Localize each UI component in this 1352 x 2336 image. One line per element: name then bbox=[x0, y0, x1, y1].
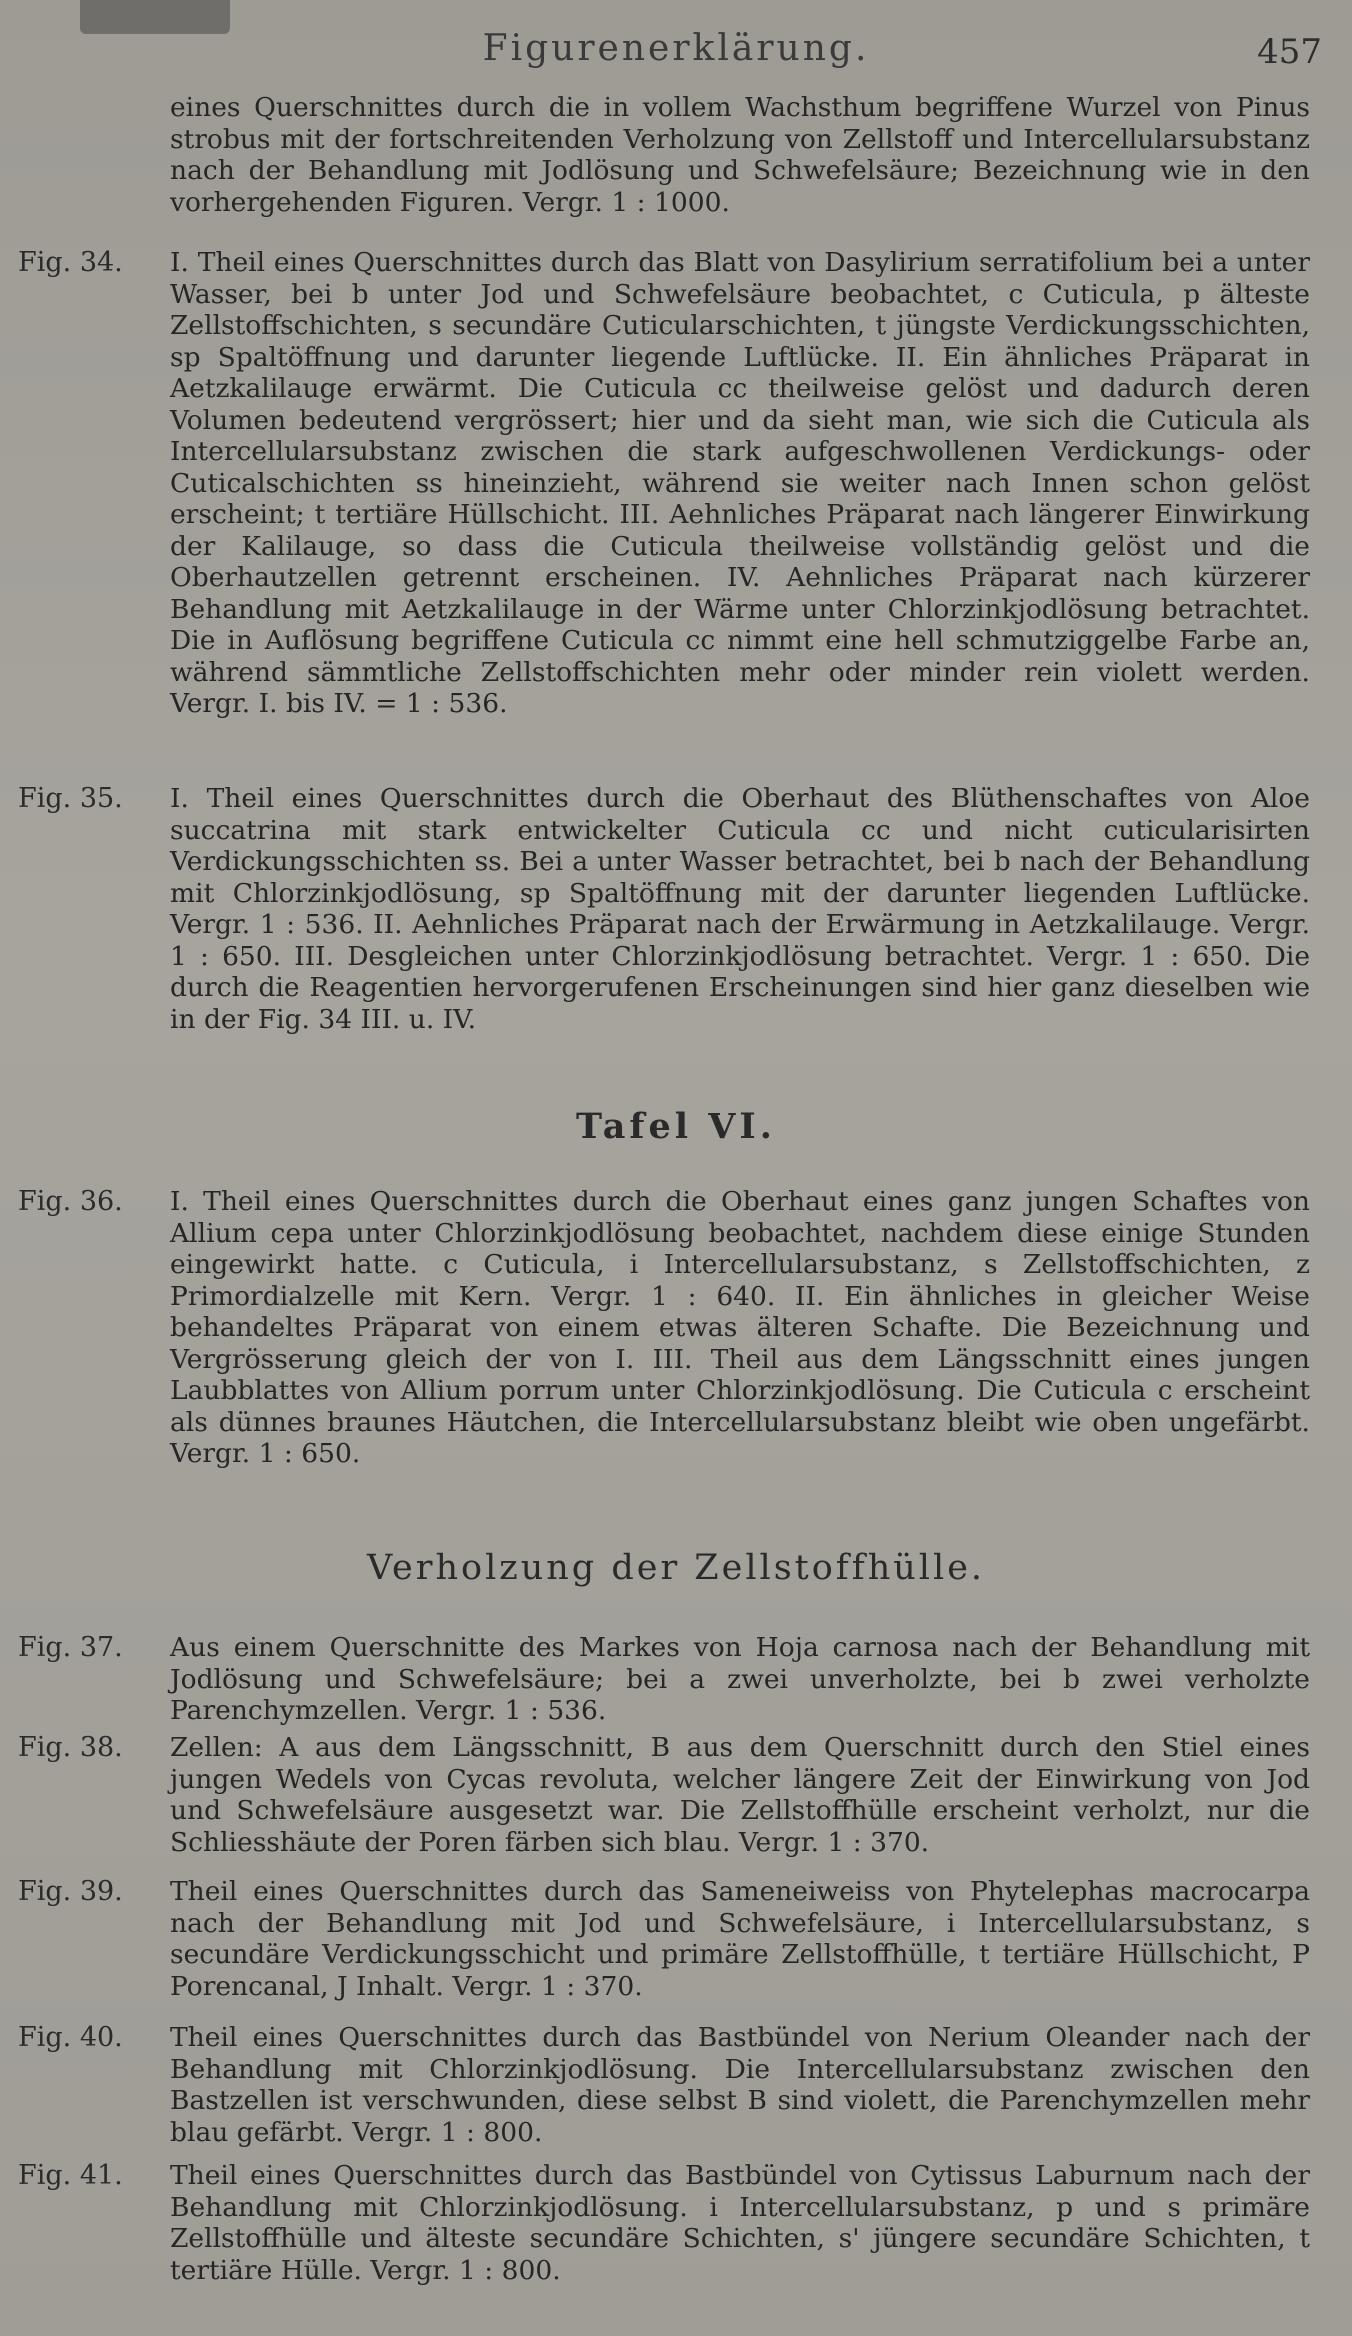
intro-paragraph: eines Querschnittes durch die in vollem Wachsthum begriffene Wurzel von Pinus strobus mit der fortschreitenden Verholzung von Zellstoff und Intercellularsubstanz nach der Behandlung mit Jodlösung und Schwefelsäure; Bezeichnung wie in den vorhergehenden Figuren. Vergr. 1 : 1000. bbox=[170, 92, 1310, 218]
page-number: 457 bbox=[1257, 32, 1322, 72]
figure-label: Fig. 36. bbox=[18, 1186, 123, 1217]
figure-label: Fig. 38. bbox=[18, 1732, 123, 1763]
running-head bbox=[0, 28, 1352, 72]
figure-caption: Theil eines Querschnittes durch das Sameneiweiss von Phytelephas macrocarpa nach der Behandlung mit Jod und Schwefelsäure, i Intercellularsubstanz, s secundäre Verdickungsschicht und primäre Zellstoffhülle, t tertiäre Hüllschicht, P Porencanal, J Inhalt. Vergr. 1 : 370. bbox=[170, 1876, 1310, 2002]
figure-caption: Zellen: A aus dem Längsschnitt, B aus dem Querschnitt durch den Stiel eines jungen Wedels von Cycas revoluta, welcher längere Zeit der Einwirkung von Jod und Schwefelsäure ausgesetzt war. Die Zellstoffhülle erscheint verholzt, nur die Schliesshäute der Poren färben sich blau. Vergr. 1 : 370. bbox=[170, 1732, 1310, 1858]
section-heading-tafel: Tafel VI. bbox=[576, 1106, 776, 1147]
page-title: Figurenerklärung. bbox=[482, 28, 870, 69]
figure-caption: Theil eines Querschnittes durch das Bastbündel von Cytissus Laburnum nach der Behandlung mit Chlorzinkjodlösung. i Intercellularsubstanz, p und s primäre Zellstoffhülle und älteste secundäre Schichten, s' jüngere secundäre Schichten, t tertiäre Hülle. Vergr. 1 : 800. bbox=[170, 2160, 1310, 2286]
figure-label: Fig. 41. bbox=[18, 2160, 123, 2191]
figure-caption: I. Theil eines Querschnittes durch das Blatt von Dasylirium serratifolium bei a unter Wasser, bei b unter Jod und Schwefelsäure beobachtet, c Cuticula, p älteste Zellstoffschichten, s secundäre Cuticularschichten, t jüngste Verdickungsschichten, sp Spaltöffnung und darunter liegende Luftlücke. II. Ein ähnliches Präparat in Aetzkalilauge erwärmt. Die Cuticula cc theilweise gelöst und dadurch deren Volumen bedeutend vergrössert; hier und da sieht man, wie sich die Cuticula als Intercellularsubstanz zwischen die stark aufgeschwollenen Verdickungs- oder Cuticalschichten ss hineinzieht, während sie weiter nach Innen schon gelöst erscheint; t tertiäre Hüllschicht. III. Aehnliches Präparat nach längerer Einwirkung der Kalilauge, so dass die Cuticula theilweise vollständig gelöst und die Oberhautzellen getrennt erscheinen. IV. Aehnliches Präparat nach kürzerer Behandlung mit Aetzkalilauge in der Wärme unter Chlorzinkjodlösung betrachtet. Die in Auflösung begriffene Cuticula cc nimmt eine hell schmutziggelbe Farbe an, während sämmtliche Zellstoffschichten mehr oder minder rein violett werden. Vergr. I. bis IV. = 1 : 536. bbox=[170, 247, 1310, 719]
figure-label: Fig. 34. bbox=[18, 247, 123, 278]
figure-label: Fig. 35. bbox=[18, 783, 123, 814]
section-heading-verholzung: Verholzung der Zellstoffhülle. bbox=[366, 1548, 986, 1588]
figure-caption: I. Theil eines Querschnittes durch die Oberhaut des Blüthenschaftes von Aloe succatrina mit stark entwickelter Cuticula cc und nicht cuticularisirten Verdickungsschichten ss. Bei a unter Wasser betrachtet, bei b nach der Behandlung mit Chlorzinkjodlösung, sp Spaltöffnung mit der darunter liegenden Luftlücke. Vergr. 1 : 536. II. Aehnliches Präparat nach der Erwärmung in Aetzkalilauge. Vergr. 1 : 650. III. Desgleichen unter Chlorzinkjodlösung betrachtet. Vergr. 1 : 650. Die durch die Reagentien hervorgerufenen Erscheinungen sind hier ganz dieselben wie in der Fig. 34 III. u. IV. bbox=[170, 783, 1310, 1035]
figure-label: Fig. 40. bbox=[18, 2022, 123, 2053]
figure-caption: Aus einem Querschnitte des Markes von Hoja carnosa nach der Behandlung mit Jodlösung und Schwefelsäure; bei a zwei unverholzte, bei b zwei verholzte Parenchymzellen. Vergr. 1 : 536. bbox=[170, 1632, 1310, 1726]
figure-label: Fig. 37. bbox=[18, 1632, 123, 1663]
figure-label: Fig. 39. bbox=[18, 1876, 123, 1907]
figure-caption: Theil eines Querschnittes durch das Bastbündel von Nerium Oleander nach der Behandlung mit Chlorzinkjodlösung. Die Intercellularsubstanz zwischen den Bastzellen ist verschwunden, diese selbst B sind violett, die Parenchymzellen mehr blau gefärbt. Vergr. 1 : 800. bbox=[170, 2022, 1310, 2148]
figure-caption: I. Theil eines Querschnittes durch die Oberhaut eines ganz jungen Schaftes von Allium cepa unter Chlorzinkjodlösung beobachtet, nachdem diese einige Stunden eingewirkt hatte. c Cuticula, i Intercellularsubstanz, s Zellstoffschichten, z Primordialzelle mit Kern. Vergr. 1 : 640. II. Ein ähnliches in gleicher Weise behandeltes Präparat von einem etwas älteren Schafte. Die Bezeichnung und Vergrösserung gleich der von I. III. Theil aus dem Längsschnitt eines jungen Laubblattes von Allium porrum unter Chlorzinkjodlösung. Die Cuticula c erscheint als dünnes braunes Häutchen, die Intercellularsubstanz bleibt wie oben ungefärbt. Vergr. 1 : 650. bbox=[170, 1186, 1310, 1469]
